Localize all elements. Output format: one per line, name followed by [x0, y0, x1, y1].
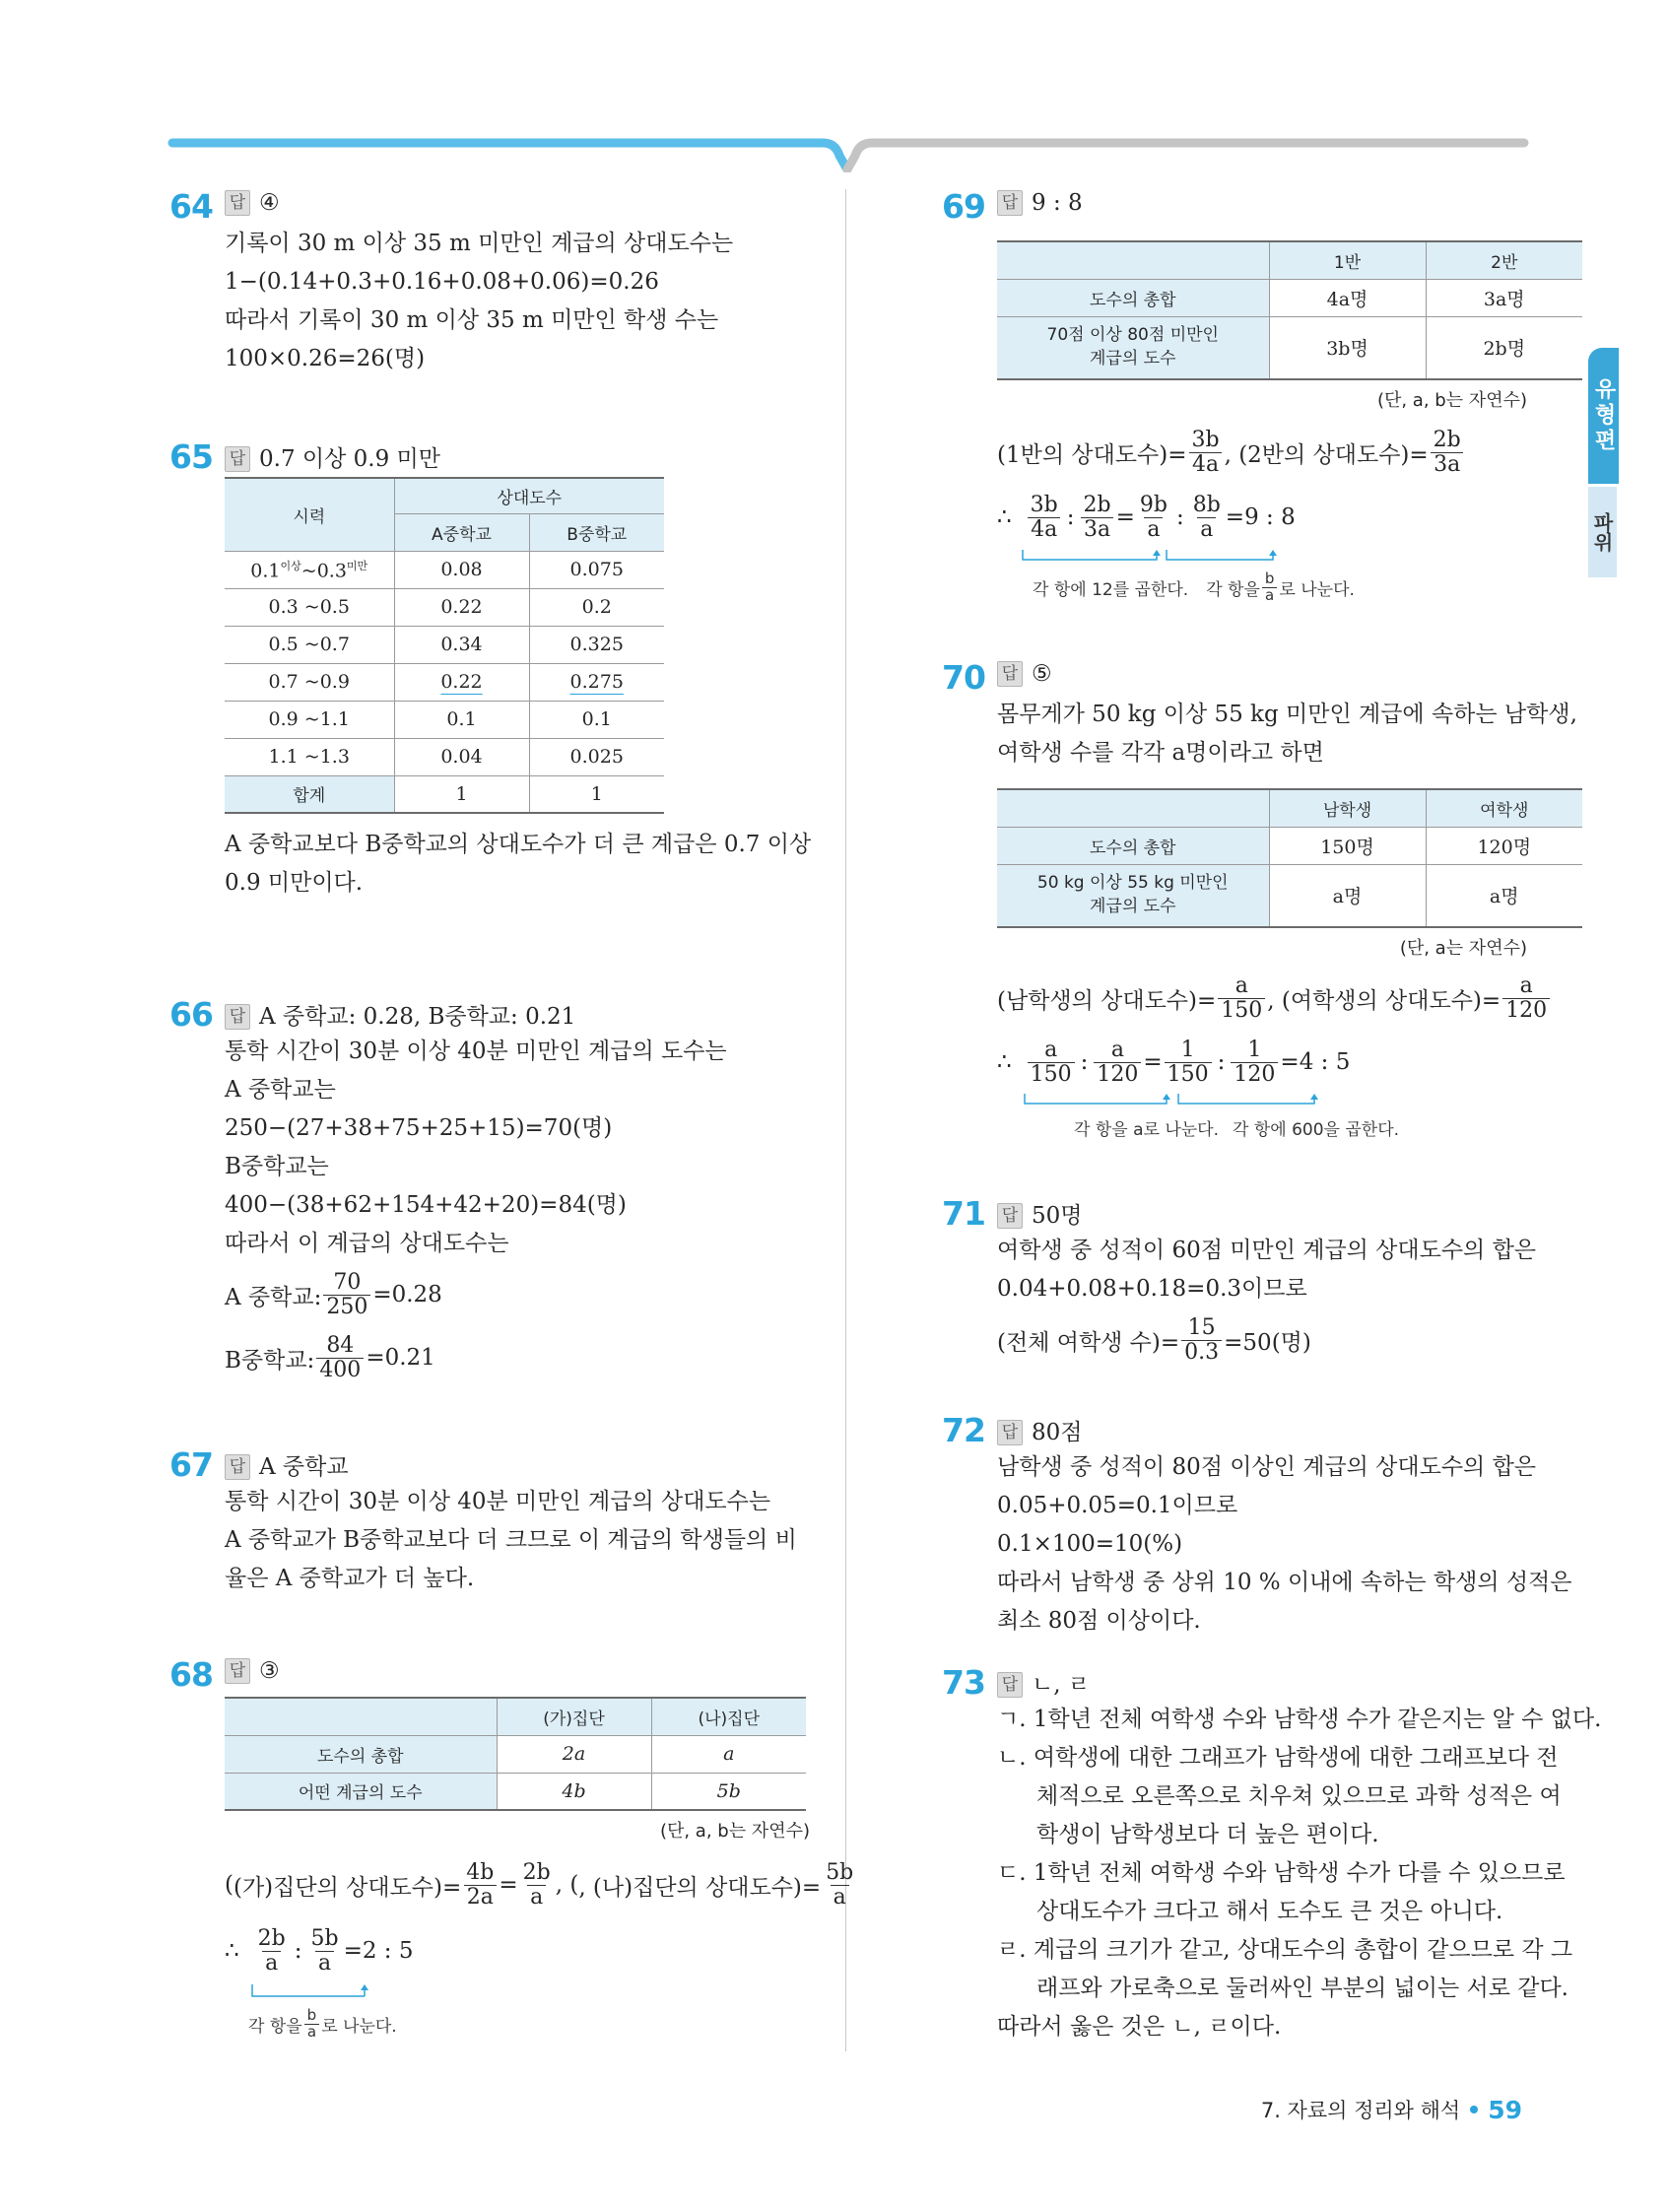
highlighted-value: 0.22: [440, 671, 483, 693]
solution-body: [225, 1033, 810, 1389]
problem-number: 67: [169, 1445, 213, 1484]
solution-line: 여학생 중 성적이 60점 미만인 계급의 상대도수의 합은: [997, 1238, 1537, 1263]
weight-frequency-table: 남학생 여학생 도수의 총합 150명 120명 50 kg 이상 55 kg 미만인 계급의 도수 a명 a명: [997, 788, 1582, 928]
answer-badge: 답: [997, 1672, 1023, 1698]
problem-number: 64: [169, 187, 213, 226]
row-label: 어떤 계급의 도수: [225, 1773, 497, 1810]
problem-number: 73: [942, 1663, 985, 1702]
row-label: 도수의 총합: [225, 1735, 497, 1773]
answer-badge: 답: [225, 1454, 250, 1480]
solution-body: [997, 696, 1577, 1140]
choice-line: ㄷ. 1학년 전체 여학생 수와 남학생 수가 다를 수 있으므로: [997, 1860, 1566, 1886]
solution-line: 0.04+0.08+0.18=0.3이므로: [997, 1276, 1307, 1302]
solution-line: 400−(38+62+154+42+20)=84(명): [225, 1192, 627, 1218]
transform-arrow: [244, 1982, 422, 2008]
problem-number: 66: [169, 995, 213, 1034]
problem-number: 68: [169, 1655, 213, 1694]
problem-number: 72: [942, 1411, 985, 1449]
answer-value: 50명: [1032, 1203, 1083, 1229]
cell-a: 0.22: [394, 588, 529, 626]
transform-arrows: [1019, 548, 1334, 571]
problem-number: 69: [942, 187, 985, 226]
choice-line: 학생이 남학생보다 더 높은 편이다.: [1036, 1822, 1379, 1847]
solution-line: 1−(0.14+0.3+0.16+0.08+0.06)=0.26: [225, 269, 659, 295]
solution-line: 통학 시간이 30분 이상 40분 미만인 계급의 상대도수는: [225, 1489, 771, 1514]
answer-badge: 답: [225, 446, 250, 472]
choice-line: 체적으로 오른쪽으로 치우쳐 있으므로 과학 성적은 여: [1036, 1783, 1562, 1809]
cell-a: 0.08: [394, 551, 529, 588]
header-school-b: B중학교: [529, 513, 664, 551]
answer-line: [997, 1666, 1090, 1699]
relative-frequency-equation: ( (가)집단의 상대도수)= $\frac{4b}{2a}$ = $\frac{2b}{a}$ , ( , (나)집단의 상대도수)= $\frac{5b}{a}$: [225, 1860, 854, 1910]
tab-power[interactable]: 파위: [1588, 487, 1617, 577]
cell-grade: 1.1 ~1.3: [225, 738, 394, 775]
header-grade: 시력: [225, 478, 394, 551]
table-row: [225, 701, 664, 738]
solution-line: 따라서 기록이 30 m 이상 35 m 미만인 학생 수는: [225, 307, 719, 333]
choice-line: ㄴ. 여학생에 대한 그래프가 남학생에 대한 그래프보다 전: [997, 1745, 1559, 1771]
cell-grade: 0.5 ~0.7: [225, 626, 394, 663]
solution-line: 통학 시간이 30분 이상 40분 미만인 계급의 도수는: [225, 1039, 727, 1064]
table-row: 50 kg 이상 55 kg 미만인 계급의 도수 a명 a명: [997, 864, 1582, 927]
solution-line: 따라서 남학생 중 상위 10 % 이내에 속하는 학생의 성적은: [997, 1570, 1572, 1595]
solution-line: 0.9 미만이다.: [225, 870, 364, 896]
answer-badge: 답: [997, 1203, 1023, 1229]
cell-total-a: 1: [394, 775, 529, 813]
solution-line: 100×0.26=26(명): [225, 346, 426, 371]
table-row: 도수의 총합 4a명 3a명: [997, 279, 1582, 316]
answer-badge: 답: [997, 1420, 1023, 1445]
unit-note: (단, a, b는 자연수): [1376, 390, 1527, 411]
answer-value: ③: [259, 1658, 280, 1684]
solution-line: B중학교는: [225, 1154, 329, 1179]
answer-badge: 답: [225, 190, 250, 216]
solution-body: [225, 1483, 810, 1598]
answer-line: [997, 1414, 1083, 1446]
answer-badge: 답: [997, 190, 1023, 216]
ratio-equation: ∴ $\frac{a}{150}$ : $\frac{a}{120}$ = $\frac{1}{150}$ : $\frac{1}{120}$ =4 : 5: [997, 1038, 1351, 1087]
unit-note: (단, a, b는 자연수): [659, 1821, 810, 1842]
table-row: [225, 738, 664, 775]
transform-note: 각 항을 $\frac{b}{a}$ 로 나눈다.: [248, 2006, 397, 2041]
solution-line: A 중학교는: [225, 1077, 336, 1103]
answer-line: [997, 661, 1052, 687]
table-row: 도수의 총합 150명 120명: [997, 827, 1582, 864]
ratio-equation: ∴ $\frac{2b}{a}$ : $\frac{5b}{a}$ =2 : 5: [225, 1926, 414, 1976]
table-row: [225, 588, 664, 626]
tab-type-section[interactable]: 유형편: [1588, 348, 1619, 484]
fraction: $\frac{70}{250}$: [323, 1271, 370, 1317]
solution-line: A 중학교가 B중학교보다 더 크므로 이 계급의 학생들의 비: [225, 1527, 797, 1553]
solution-line: 기록이 30 m 이상 35 m 미만인 계급의 상대도수는: [225, 231, 734, 256]
transform-arrows: [1021, 1092, 1356, 1115]
transform-notes: 각 항에 12를 곱한다. 각 항을 $\frac{b}{a}$ 로 나눈다.: [1033, 570, 1355, 604]
solution-line: A 중학교보다 B중학교의 상대도수가 더 큰 계급은 0.7 이상: [225, 832, 812, 857]
cell-b: [529, 663, 664, 701]
solution-line: 250−(27+38+75+25+15)=70(명): [225, 1115, 613, 1141]
relative-frequency-equation: (1반의 상대도수)= $\frac{3b}{4a}$ , (2반의 상대도수)= $\frac{2b}{3a}$: [997, 418, 1527, 487]
cell-a: 0.04: [394, 738, 529, 775]
solution-body: [225, 225, 810, 378]
solution-body: [997, 240, 1527, 604]
table-row: 어떤 계급의 도수 4b 5b: [225, 1773, 806, 1810]
cell-grade: 0.9 ~1.1: [225, 701, 394, 738]
cell-grade: 0.7 ~0.9: [225, 663, 394, 701]
problem-number: 71: [942, 1194, 985, 1233]
header-group-b: (나)집단: [651, 1698, 806, 1735]
table-total-row: [225, 775, 664, 813]
cell-b: 0.2: [529, 588, 664, 626]
solution-line: 따라서 이 계급의 상대도수는: [225, 1231, 509, 1256]
solution-body: [997, 1448, 1572, 1641]
answer-line: [225, 998, 575, 1031]
answer-value: 9 : 8: [1032, 190, 1083, 216]
answer-line: [225, 1658, 280, 1684]
solution-line: 몸무게가 50 kg 이상 55 kg 미만인 계급에 속하는 남학생,: [997, 702, 1577, 727]
solution-line: 율은 A 중학교가 더 높다.: [225, 1566, 475, 1591]
choice-line: ㄱ. 1학년 전체 여학생 수와 남학생 수가 같은지는 알 수 없다.: [997, 1707, 1602, 1732]
cell-b: 0.025: [529, 738, 664, 775]
answer-badge: 답: [997, 661, 1023, 687]
equation-b: B중학교: $\frac{84}{400}$ =0.21: [225, 1333, 435, 1382]
solution-line: 여학생 수를 각각 a명이라고 하면: [997, 740, 1324, 766]
answer-value: ㄴ, ㄹ: [1032, 1672, 1091, 1698]
cell-grade: $0.1^{이상}\sim 0.3^{미만}$: [225, 551, 394, 588]
choice-line: ㄹ. 계급의 크기가 같고, 상대도수의 총합이 같으므로 각 그: [997, 1937, 1573, 1963]
choice-line: 래프와 가로축으로 둘러싸인 부분의 넓이는 서로 같다.: [1036, 1976, 1568, 2001]
class-frequency-table: 1반 2반 도수의 총합 4a명 3a명 70점 이상 80점 미만인 계급의 도수 3b명 2b명: [997, 240, 1582, 380]
answer-value: A 중학교: [259, 1454, 349, 1480]
solution-line: 최소 80점 이상이다.: [997, 1608, 1201, 1634]
side-tabs: [1588, 348, 1640, 577]
answer-value: A 중학교: 0.28, B중학교: 0.21: [259, 1004, 576, 1030]
table-row: 70점 이상 80점 미만인 계급의 도수 3b명 2b명: [997, 316, 1582, 379]
column-divider: [845, 189, 846, 2051]
header-relative-frequency: 상대도수: [394, 478, 664, 513]
group-frequency-table: [225, 1697, 806, 1811]
solution-body: [225, 477, 810, 903]
table-row: 도수의 총합 2a a: [225, 1735, 806, 1773]
answer-badge: 답: [225, 1658, 250, 1684]
bullet-dot: [1470, 2106, 1478, 2113]
answer-line: [997, 190, 1083, 216]
highlighted-value: 0.275: [569, 671, 624, 693]
answer-line: [997, 1197, 1083, 1230]
answer-value: ⑤: [1032, 661, 1052, 687]
answer-value: 0.7 이상 0.9 미만: [259, 446, 440, 472]
header-group-a: (가)집단: [497, 1698, 651, 1735]
cell-a: 0.34: [394, 626, 529, 663]
cell-b: 0.325: [529, 626, 664, 663]
cell-b: 0.1: [529, 701, 664, 738]
cell-a: [394, 663, 529, 701]
choice-line: 상대도수가 크다고 해서 도수도 큰 것은 아니다.: [1036, 1899, 1503, 1924]
relative-frequency-equation: (남학생의 상대도수)= $\frac{a}{150}$ , (여학생의 상대도수)= $\frac{a}{120}$: [997, 964, 1527, 1033]
ratio-equation: ∴ $\frac{3b}{4a}$ : $\frac{2b}{3a}$ = $\frac{9b}{a}$ : $\frac{8b}{a}$ =9 : 8: [997, 493, 1296, 542]
cell-b: 0.075: [529, 551, 664, 588]
answer-value: ④: [259, 190, 280, 216]
answer-line: [225, 440, 440, 473]
page-footer: [1261, 2095, 1522, 2124]
page-number: 59: [1488, 2095, 1522, 2124]
solution-line: 0.1×100=10(%): [997, 1531, 1183, 1557]
fraction: $\frac{84}{400}$: [316, 1334, 364, 1380]
table-row: [225, 626, 664, 663]
total-equation: (전체 여학생 수)= $\frac{15}{0.3}$ =50(명): [997, 1315, 1311, 1365]
relative-frequency-table: [225, 477, 664, 814]
table-row: [225, 551, 664, 588]
cell-a: 0.1: [394, 701, 529, 738]
conclusion: [225, 826, 810, 903]
unit-note: (단, a는 자연수): [1399, 938, 1527, 959]
solution-line: 남학생 중 성적이 80점 이상인 계급의 상대도수의 합은: [997, 1454, 1537, 1480]
cell-grade: 0.3 ~0.5: [225, 588, 394, 626]
cell-total-b: 1: [529, 775, 664, 813]
header-school-a: A중학교: [394, 513, 529, 551]
solution-line: 0.05+0.05=0.1이므로: [997, 1493, 1238, 1518]
equation-a: A 중학교: $\frac{70}{250}$ =0.28: [225, 1270, 442, 1319]
top-decorative-bar: [0, 0, 1668, 172]
problem-number: 70: [942, 658, 985, 697]
answer-badge: 답: [225, 1004, 250, 1030]
problem-number: 65: [169, 437, 213, 476]
solution-body: [997, 1232, 1537, 1372]
answer-line: [225, 190, 280, 216]
transform-notes: 각 항을 a로 나눈다. 각 항에 600을 곱한다.: [1074, 1120, 1400, 1140]
solution-body: [225, 1697, 854, 2041]
answer-value: 80점: [1032, 1420, 1083, 1445]
cell-total-label: 합계: [225, 775, 394, 813]
table-row: [225, 663, 664, 701]
solution-line: 따라서 옳은 것은 ㄴ, ㄹ이다.: [997, 2014, 1282, 2040]
chapter-title: 7. 자료의 정리와 해석: [1260, 2099, 1461, 2122]
answer-line: [225, 1448, 349, 1481]
solution-body: [997, 1701, 1602, 2046]
